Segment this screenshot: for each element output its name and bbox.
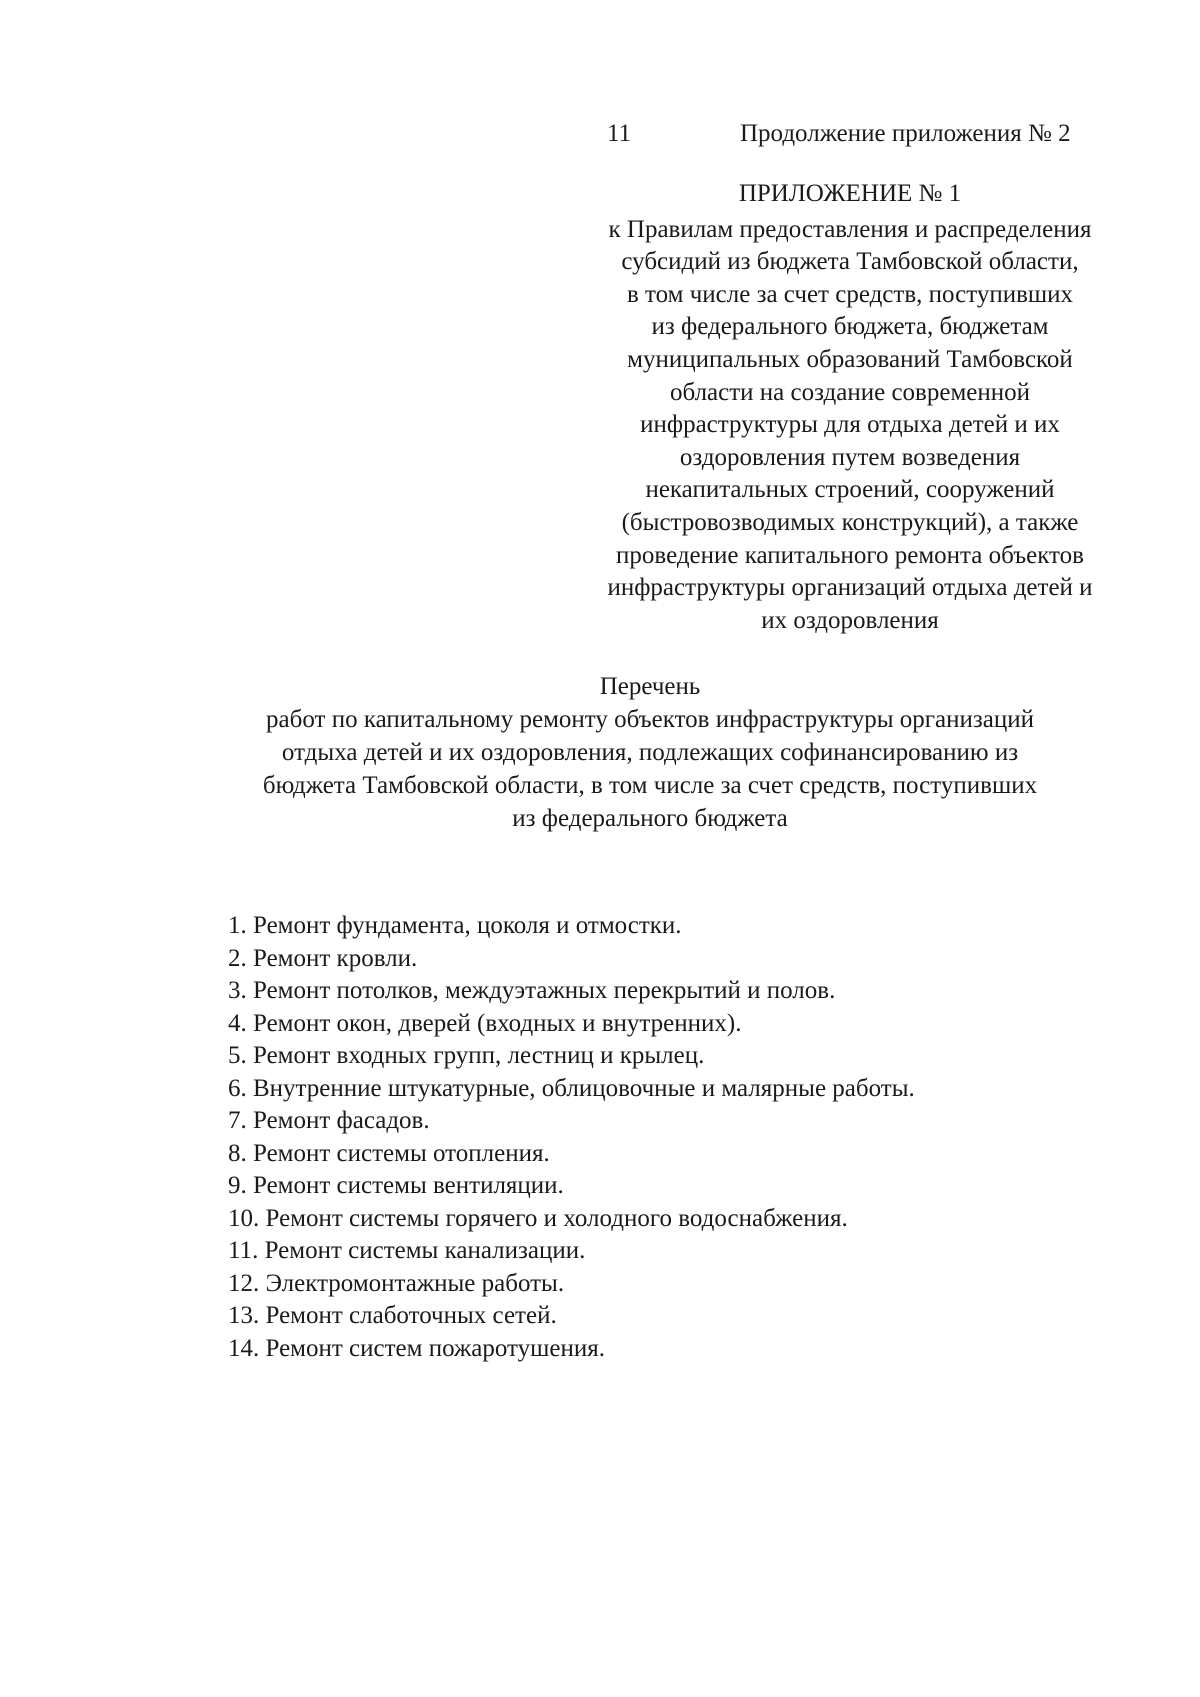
list-item: 1. Ремонт фундамента, цоколя и отмостки. <box>228 912 682 939</box>
list-item: 7. Ремонт фасадов. <box>228 1107 430 1134</box>
appendix-line: в том числе за счет средств, поступивших <box>626 280 1074 308</box>
list-heading-title: Перечень <box>599 673 701 700</box>
list-heading <box>190 670 1110 835</box>
continuation-label: Продолжение приложения № 2 <box>740 120 1071 147</box>
list-item: 3. Ремонт потолков, междуэтажных перекрытий и полов. <box>228 977 836 1004</box>
list-item: 9. Ремонт системы вентиляции. <box>228 1172 564 1199</box>
appendix-line: области на создание современной <box>669 378 1031 406</box>
appendix-line: их оздоровления <box>761 606 939 634</box>
list-heading-line: бюджета Тамбовской области, в том числе за счет средств, поступивших <box>262 772 1038 799</box>
list-item: 12. Электромонтажные работы. <box>228 1269 565 1297</box>
list-item: 13. Ремонт слаботочных сетей. <box>228 1302 557 1329</box>
page-number: 11 <box>607 120 632 147</box>
list-heading-line: работ по капитальному ремонту объектов инфраструктуры организаций <box>266 706 1034 733</box>
appendix-line: оздоровления путем возведения <box>679 443 1021 471</box>
appendix-line: (быстровозводимых конструкций), а также <box>621 508 1079 536</box>
works-list <box>228 910 915 1365</box>
list-item: 4. Ремонт окон, дверей (входных и внутренних). <box>228 1009 742 1037</box>
appendix-line: субсидий из бюджета Тамбовской области, <box>621 248 1079 276</box>
list-item: 14. Ремонт систем пожаротушения. <box>228 1334 605 1362</box>
appendix-line: некапитальных строений, сооружений <box>645 476 1055 504</box>
list-item: 10. Ремонт системы горячего и холодного водоснабжения. <box>228 1204 848 1232</box>
appendix-line: инфраструктуры организаций отдыха детей и <box>607 574 1093 602</box>
list-item: 5. Ремонт входных групп, лестниц и крылец. <box>228 1042 705 1069</box>
appendix-line: к Правилам предоставления и распределения <box>608 215 1092 243</box>
list-heading-line: отдыха детей и их оздоровления, подлежащих софинансированию из <box>281 739 1019 766</box>
appendix-line: муниципальных образований Тамбовской <box>627 345 1073 373</box>
appendix-block <box>560 178 1140 637</box>
list-heading-line: из федерального бюджета <box>512 805 788 832</box>
appendix-line: проведение капитального ремонта объектов <box>616 541 1084 569</box>
appendix-title: ПРИЛОЖЕНИЕ № 1 <box>738 180 962 207</box>
list-item: 11. Ремонт системы канализации. <box>228 1237 586 1264</box>
appendix-line: инфраструктуры для отдыха детей и их <box>640 411 1060 439</box>
list-item: 6. Внутренние штукатурные, облицовочные и малярные работы. <box>228 1074 915 1102</box>
list-item: 2. Ремонт кровли. <box>228 944 418 972</box>
list-item: 8. Ремонт системы отопления. <box>228 1139 550 1167</box>
appendix-line: из федерального бюджета, бюджетам <box>651 313 1049 341</box>
